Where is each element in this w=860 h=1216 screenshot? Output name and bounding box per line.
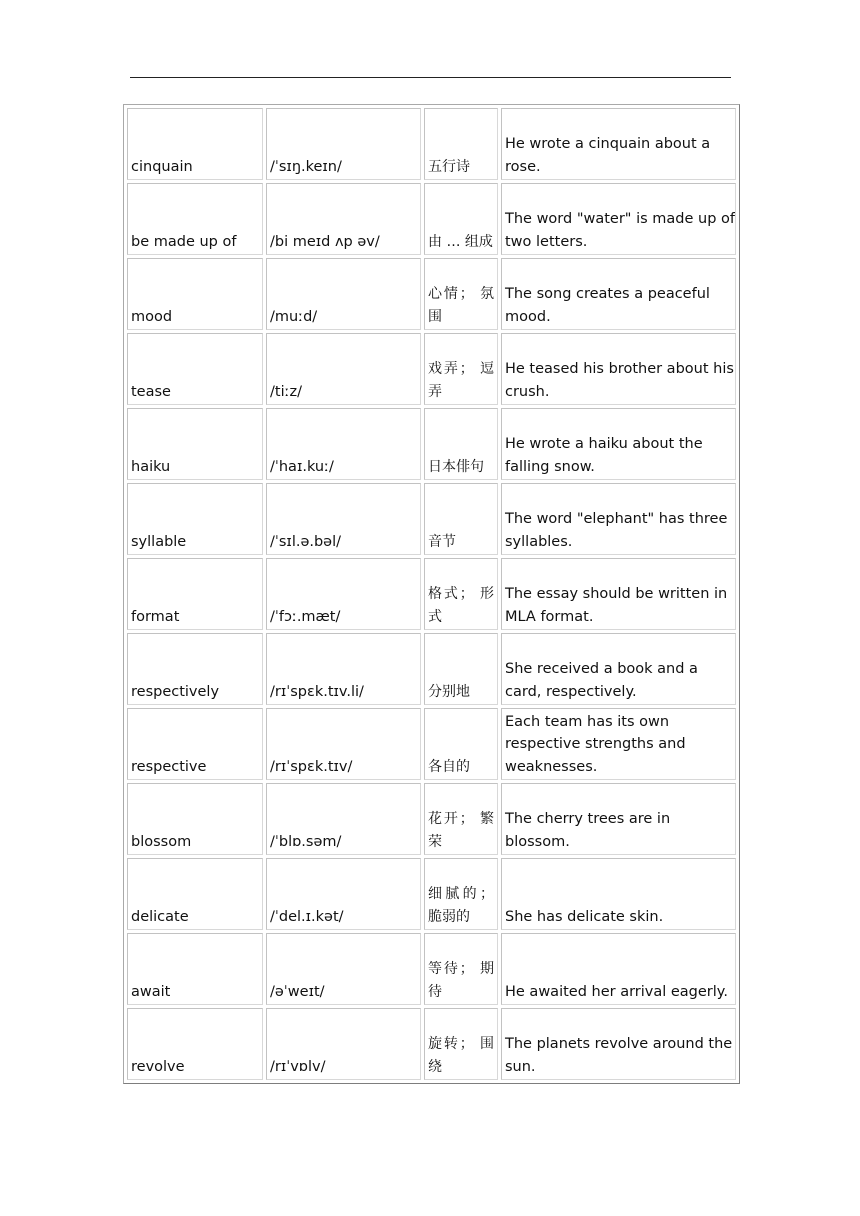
meaning-cell: 音节 xyxy=(424,483,498,555)
meaning-cell: 旋转； 围绕 xyxy=(424,1008,498,1080)
meaning-cell: 细腻的； 脆弱的 xyxy=(424,858,498,930)
word-cell: blossom xyxy=(127,783,263,855)
example-sentence-cell: The cherry trees are in blossom. xyxy=(501,783,736,855)
meaning-cell: 五行诗 xyxy=(424,108,498,180)
table-row xyxy=(127,933,736,1005)
table-row xyxy=(127,258,736,330)
table-row xyxy=(127,783,736,855)
word-cell: respectively xyxy=(127,633,263,705)
word-cell: revolve xyxy=(127,1008,263,1080)
pronunciation-cell: /bi meɪd ʌp əv/ xyxy=(266,183,421,255)
meaning-cell: 心情； 氛围 xyxy=(424,258,498,330)
example-sentence-cell: He teased his brother about his crush. xyxy=(501,333,736,405)
example-sentence-cell: He wrote a haiku about the falling snow. xyxy=(501,408,736,480)
example-sentence-cell: He awaited her arrival eagerly. xyxy=(501,933,736,1005)
pronunciation-cell: /əˈweɪt/ xyxy=(266,933,421,1005)
word-cell: cinquain xyxy=(127,108,263,180)
example-sentence-cell: She has delicate skin. xyxy=(501,858,736,930)
pronunciation-cell: /ˈhaɪ.kuː/ xyxy=(266,408,421,480)
pronunciation-cell: /muːd/ xyxy=(266,258,421,330)
meaning-cell: 分别地 xyxy=(424,633,498,705)
pronunciation-cell: /ˈsɪl.ə.bəl/ xyxy=(266,483,421,555)
pronunciation-cell: /tiːz/ xyxy=(266,333,421,405)
meaning-cell: 等待； 期待 xyxy=(424,933,498,1005)
table-row xyxy=(127,633,736,705)
example-sentence-cell: The planets revolve around the sun. xyxy=(501,1008,736,1080)
example-sentence-cell: The essay should be written in MLA format. xyxy=(501,558,736,630)
example-sentence-cell: The word "elephant" has three syllables. xyxy=(501,483,736,555)
meaning-cell: 格式； 形式 xyxy=(424,558,498,630)
example-sentence-cell: He wrote a cinquain about a rose. xyxy=(501,108,736,180)
word-cell: syllable xyxy=(127,483,263,555)
table-row xyxy=(127,708,736,780)
example-sentence-cell: She received a book and a card, respectively. xyxy=(501,633,736,705)
word-cell: await xyxy=(127,933,263,1005)
table-row xyxy=(127,483,736,555)
word-cell: haiku xyxy=(127,408,263,480)
table-row xyxy=(127,558,736,630)
pronunciation-cell: /ˈfɔː.mæt/ xyxy=(266,558,421,630)
word-cell: be made up of xyxy=(127,183,263,255)
table-row xyxy=(127,858,736,930)
table-row xyxy=(127,1008,736,1080)
table-row xyxy=(127,408,736,480)
word-cell: format xyxy=(127,558,263,630)
word-cell: respective xyxy=(127,708,263,780)
pronunciation-cell: /rɪˈspɛk.tɪv/ xyxy=(266,708,421,780)
word-cell: delicate xyxy=(127,858,263,930)
meaning-cell: 各自的 xyxy=(424,708,498,780)
header-rule xyxy=(130,77,731,78)
word-cell: tease xyxy=(127,333,263,405)
table-row xyxy=(127,183,736,255)
example-sentence-cell: The song creates a peaceful mood. xyxy=(501,258,736,330)
pronunciation-cell: /ˈblɒ.səm/ xyxy=(266,783,421,855)
pronunciation-cell: /ˈdel.ɪ.kət/ xyxy=(266,858,421,930)
pronunciation-cell: /ˈsɪŋ.keɪn/ xyxy=(266,108,421,180)
meaning-cell: 日本俳句 xyxy=(424,408,498,480)
word-cell: mood xyxy=(127,258,263,330)
table-row xyxy=(127,108,736,180)
meaning-cell: 由 … 组成 xyxy=(424,183,498,255)
example-sentence-cell: Each team has its own respective strengths and weaknesses. xyxy=(501,708,736,780)
meaning-cell: 花开； 繁荣 xyxy=(424,783,498,855)
pronunciation-cell: /rɪˈspɛk.tɪv.li/ xyxy=(266,633,421,705)
vocabulary-table xyxy=(123,104,740,1084)
meaning-cell: 戏弄； 逗弄 xyxy=(424,333,498,405)
table-row xyxy=(127,333,736,405)
example-sentence-cell: The word "water" is made up of two letters. xyxy=(501,183,736,255)
pronunciation-cell: /rɪˈvɒlv/ xyxy=(266,1008,421,1080)
vocabulary-table-body xyxy=(127,108,736,1080)
